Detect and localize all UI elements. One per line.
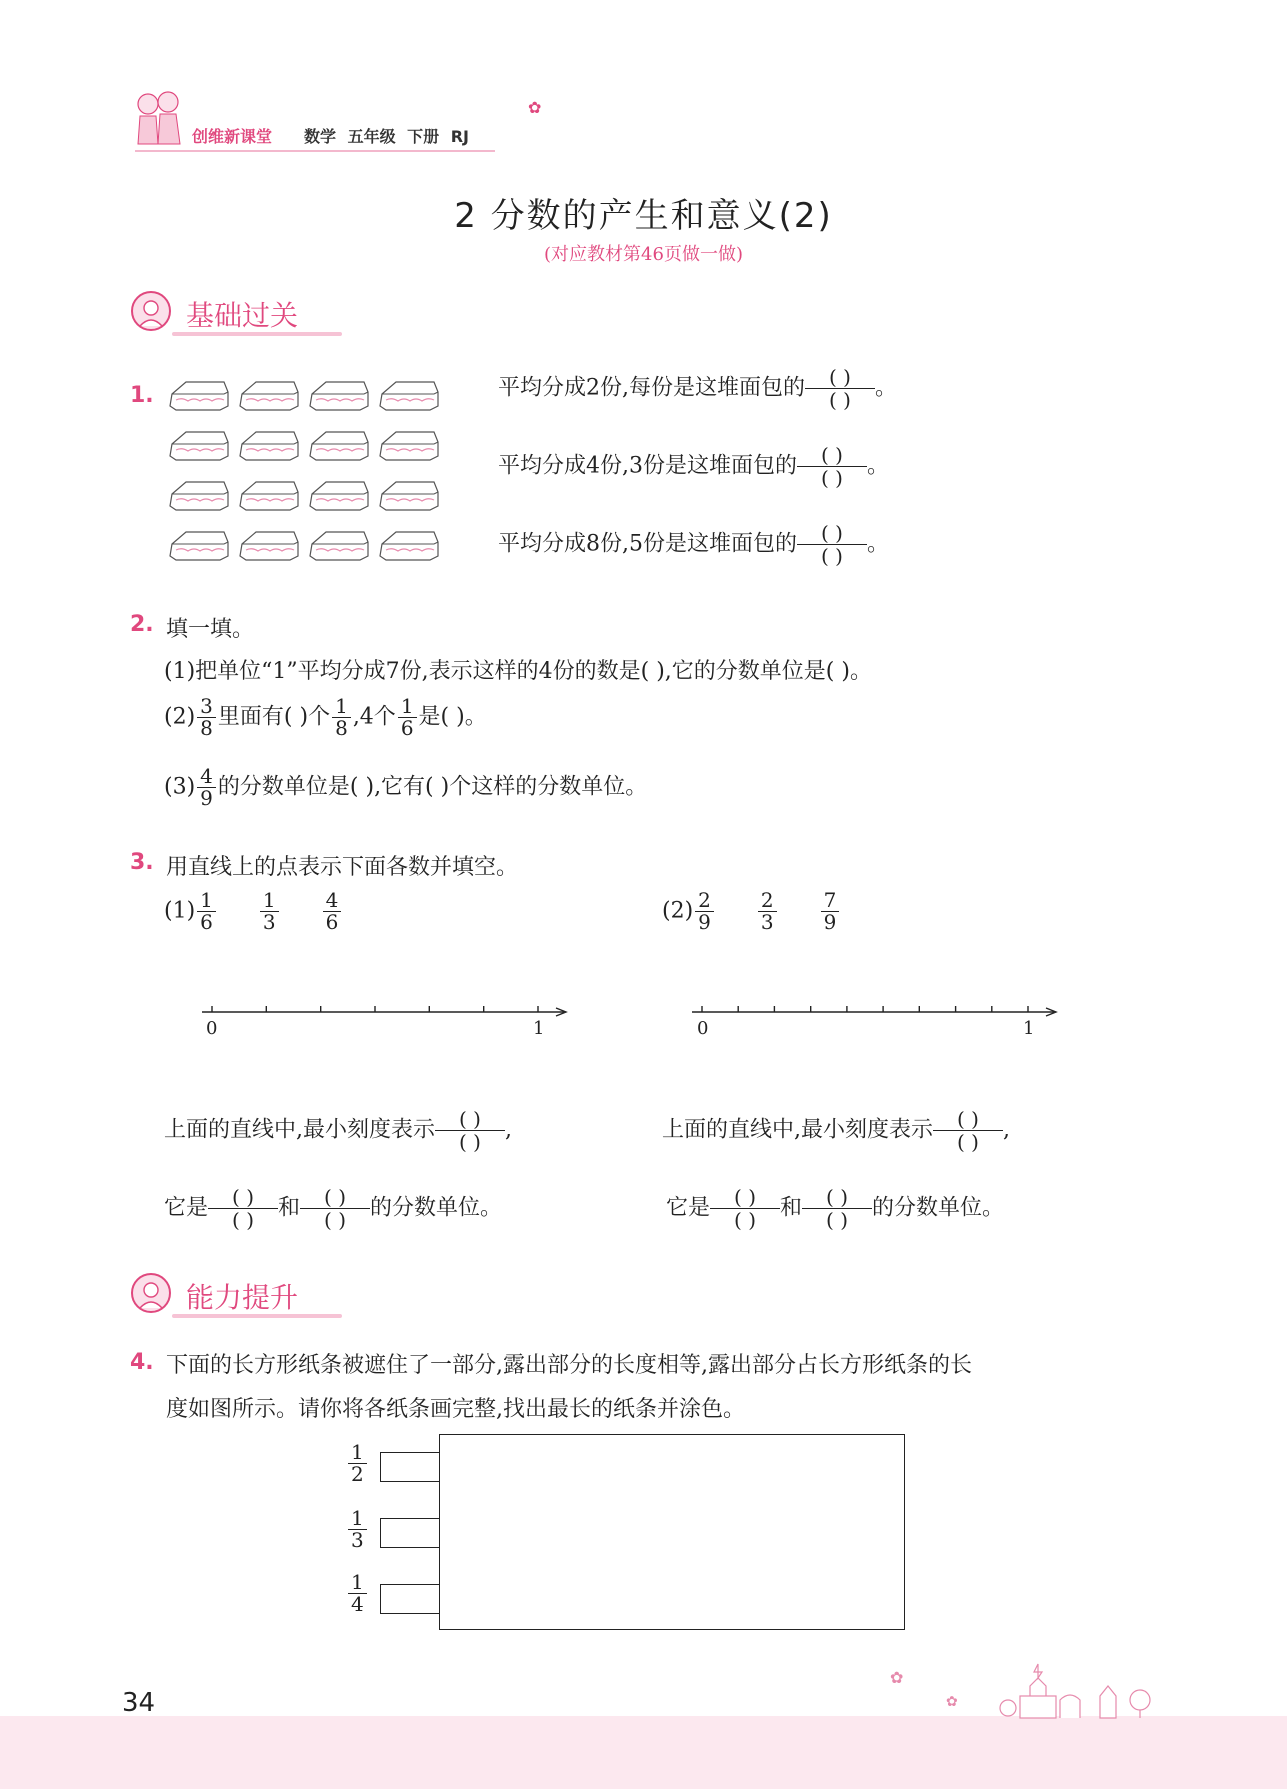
- q2-intro: 填一填。: [166, 617, 255, 642]
- section-badge-icon-2: [130, 1272, 172, 1314]
- header-underline: [135, 150, 495, 152]
- q3-right-line2-c: 的分数单位。: [872, 1195, 1005, 1221]
- q3-right-line1-text: 上面的直线中,最小刻度表示: [662, 1117, 933, 1143]
- section-bar-advanced: [172, 1314, 342, 1318]
- q2-part-3: [164, 766, 647, 809]
- strip-3[interactable]: [380, 1584, 440, 1614]
- q3-left-line2: [164, 1186, 502, 1231]
- q3-right-fractions: [662, 890, 841, 933]
- fraction-4-6: $\frac{4}{6}$: [323, 890, 342, 933]
- q3-left-blank-2[interactable]: ( ) ( ): [208, 1186, 278, 1231]
- fraction-2-3: $\frac{2}{3}$: [758, 890, 777, 933]
- flower-icon-2: ✿: [890, 1668, 904, 1687]
- q2-part-2-end: 是( )。: [418, 704, 487, 730]
- footer-band: [0, 1716, 1287, 1789]
- number-line-left-zero: 0: [206, 1018, 218, 1039]
- q2-part-2: [164, 696, 487, 739]
- q1-line-3-end: 。: [867, 531, 890, 557]
- q2-part-2-mid1: 里面有( )个: [217, 704, 331, 730]
- number-line-right-zero: 0: [697, 1018, 709, 1039]
- strip-1[interactable]: [380, 1452, 440, 1482]
- q2-part-3-end: 的分数单位是( ),它有( )个这样的分数单位。: [217, 774, 648, 800]
- q2-part-2-mid2: ,4个: [352, 704, 396, 730]
- page-subtitle: (对应教材第46页做一做): [544, 244, 743, 265]
- q1-line-2: [498, 444, 889, 489]
- number-line-right[interactable]: [688, 998, 1060, 1038]
- q3-right-blank-3[interactable]: ( ) ( ): [802, 1186, 872, 1231]
- q3-left-label: (1): [164, 898, 196, 924]
- q2-number: 2.: [130, 612, 154, 637]
- q1-line-3-blank[interactable]: ( ) ( ): [797, 522, 867, 567]
- fraction-3-8: $\frac{3}{8}$: [197, 696, 216, 739]
- number-line-left-one: 1: [533, 1018, 545, 1039]
- q1-line-2-end: 。: [867, 453, 890, 479]
- section-badge-icon: [130, 290, 172, 332]
- q1-line-2-blank[interactable]: ( ) ( ): [797, 444, 867, 489]
- q2-part-2-lead: (2): [164, 704, 196, 730]
- q1-line-1: [498, 366, 897, 411]
- number-line-left[interactable]: [198, 998, 570, 1038]
- section-bar-basic: [172, 332, 342, 336]
- q3-right-label: (2): [662, 898, 694, 924]
- q3-intro: 用直线上的点表示下面各数并填空。: [166, 855, 519, 880]
- q3-right-line2: [666, 1186, 1004, 1231]
- page-number: 34: [122, 1688, 156, 1718]
- q3-right-line2-b: 和: [780, 1195, 803, 1221]
- q1-number: 1.: [130, 383, 154, 408]
- header-subject: 数学 五年级 下册 RJ: [304, 127, 469, 146]
- q3-right-line1-end: ,: [1003, 1117, 1010, 1143]
- q3-right-blank-1[interactable]: ( ) ( ): [933, 1108, 1003, 1153]
- page-title: 2 分数的产生和意义(2): [454, 196, 833, 236]
- fraction-1-8: $\frac{1}{8}$: [332, 696, 351, 739]
- header-brand: 创维新课堂: [192, 127, 273, 146]
- bread-grid: [168, 380, 448, 570]
- q4-number: 4.: [130, 1350, 154, 1375]
- strip-label-3: $\frac{1}{4}$: [346, 1572, 369, 1615]
- q3-right-line1: [662, 1108, 1010, 1153]
- strip-label-1: $\frac{1}{2}$: [346, 1442, 369, 1485]
- q3-right-line2-a: 它是: [666, 1195, 711, 1221]
- section-title-basic: 基础过关: [186, 299, 299, 332]
- q2-part-1: (1)把单位“1”平均分成7份,表示这样的4份的数是( ),它的分数单位是( )。: [164, 659, 872, 684]
- cover-box: [439, 1434, 905, 1630]
- strip-2[interactable]: [380, 1518, 440, 1548]
- q3-left-line2-b: 和: [278, 1195, 301, 1221]
- fraction-1-3: $\frac{1}{3}$: [260, 890, 279, 933]
- header-illustration: [128, 86, 188, 152]
- q3-number: 3.: [130, 850, 154, 875]
- castle-illustration: [990, 1650, 1170, 1720]
- q1-line-3: [498, 522, 889, 567]
- fraction-2-9: $\frac{2}{9}$: [695, 890, 714, 933]
- q4-text-1: 下面的长方形纸条被遮住了一部分,露出部分的长度相等,露出部分占长方形纸条的长: [166, 1353, 972, 1378]
- q3-left-line1-text: 上面的直线中,最小刻度表示: [164, 1117, 435, 1143]
- q1-line-3-text: 平均分成8份,5份是这堆面包的: [498, 531, 797, 557]
- q3-left-line2-a: 它是: [164, 1195, 209, 1221]
- q3-right-blank-2[interactable]: ( ) ( ): [710, 1186, 780, 1231]
- q1-line-1-end: 。: [875, 375, 898, 401]
- q3-left-blank-1[interactable]: ( ) ( ): [435, 1108, 505, 1153]
- q3-left-line2-c: 的分数单位。: [370, 1195, 503, 1221]
- q1-line-1-text: 平均分成2份,每份是这堆面包的: [498, 375, 805, 401]
- section-title-advanced: 能力提升: [186, 1281, 299, 1314]
- fraction-1-6-b: $\frac{1}{6}$: [197, 890, 216, 933]
- q1-line-2-text: 平均分成4份,3份是这堆面包的: [498, 453, 797, 479]
- fraction-1-6: $\frac{1}{6}$: [398, 696, 417, 739]
- q1-line-1-blank[interactable]: ( ) ( ): [805, 366, 875, 411]
- fraction-4-9: $\frac{4}{9}$: [197, 766, 216, 809]
- q3-left-line1-end: ,: [505, 1117, 512, 1143]
- flower-icon-3: ✿: [946, 1694, 958, 1710]
- flower-icon: ✿: [528, 98, 542, 117]
- q3-left-fractions: [164, 890, 343, 933]
- q4-text-2: 度如图所示。请你将各纸条画完整,找出最长的纸条并涂色。: [166, 1397, 745, 1422]
- q3-left-blank-3[interactable]: ( ) ( ): [300, 1186, 370, 1231]
- number-line-right-one: 1: [1023, 1018, 1035, 1039]
- q3-left-line1: [164, 1108, 512, 1153]
- fraction-7-9: $\frac{7}{9}$: [821, 890, 840, 933]
- q2-part-3-lead: (3): [164, 774, 196, 800]
- strip-label-2: $\frac{1}{3}$: [346, 1508, 369, 1551]
